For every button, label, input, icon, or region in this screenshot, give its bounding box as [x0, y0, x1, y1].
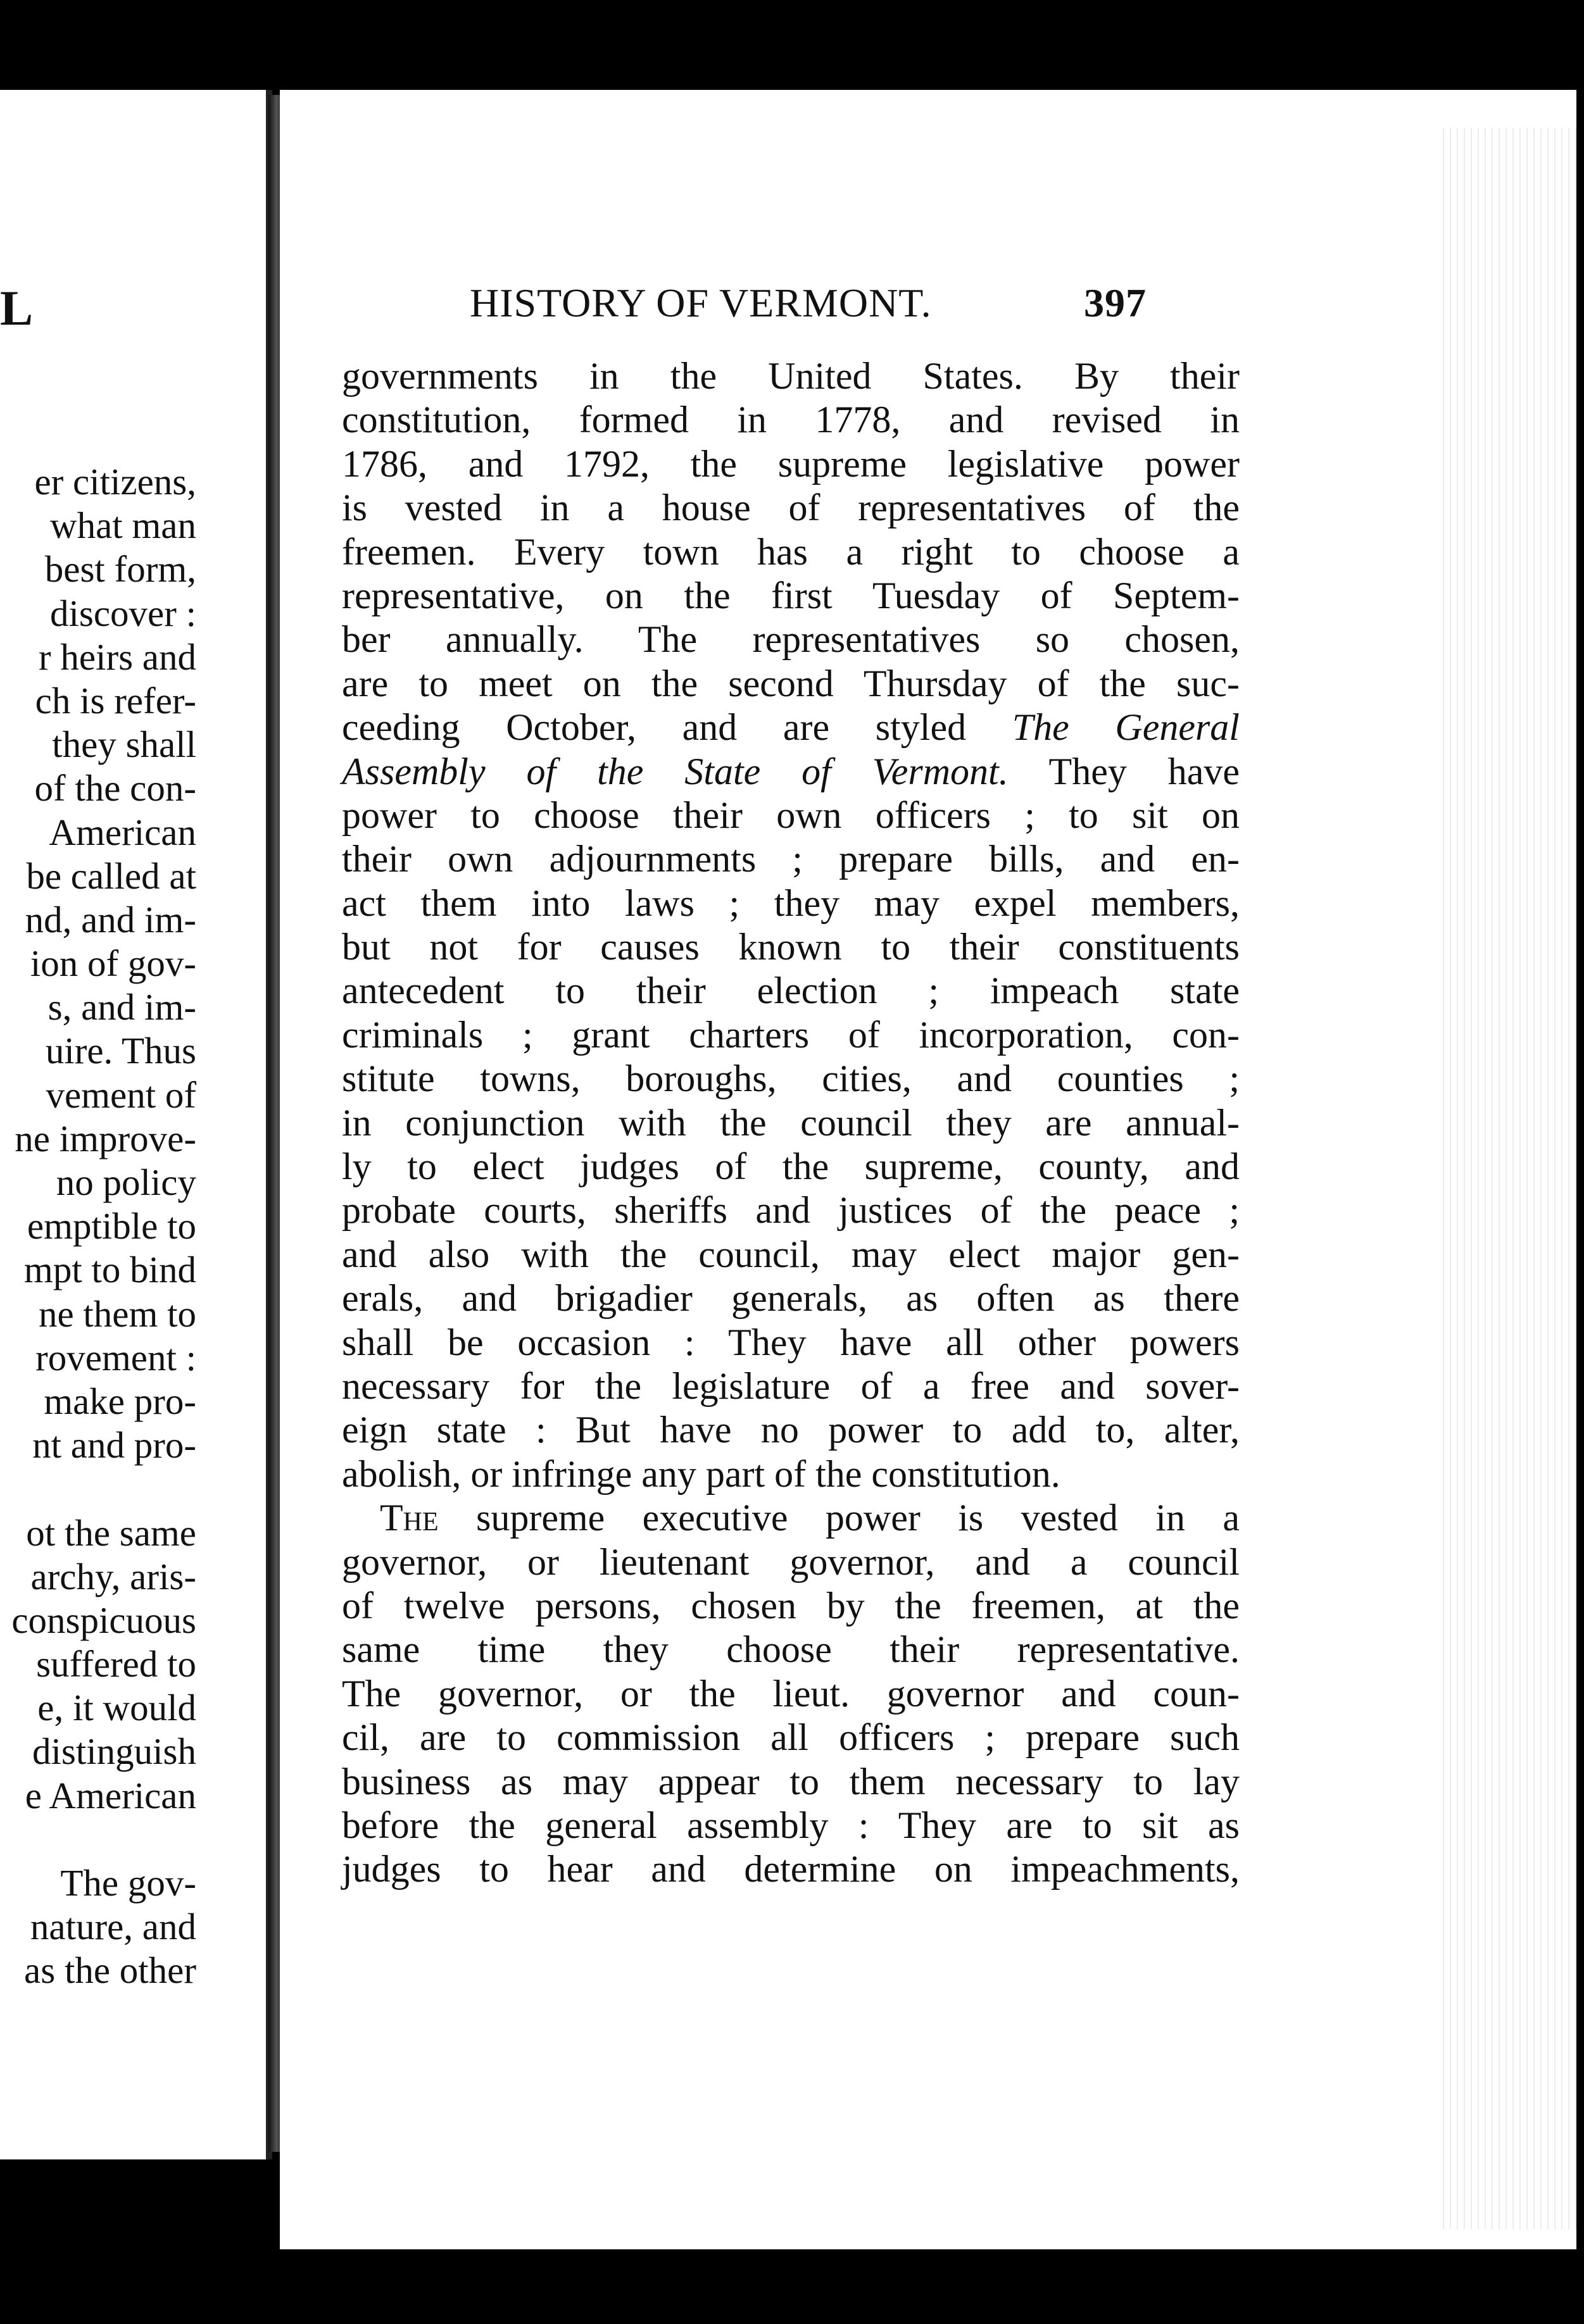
previous-page-line: they shall [52, 723, 196, 766]
body-line [342, 662, 1240, 706]
previous-page-line: distinguish [32, 1730, 196, 1773]
body-line [342, 1847, 1240, 1891]
previous-page-line: be called at [26, 854, 196, 897]
body-line [342, 882, 1240, 925]
previous-page-line: ion of gov- [30, 942, 196, 985]
body-line [342, 1804, 1240, 1847]
previous-page-line: of the con- [34, 767, 196, 809]
line-text: governments in the United States. By their [342, 355, 1240, 397]
previous-page-line: make pro- [44, 1380, 196, 1422]
line-text: before the general assembly : They are to sit as [342, 1804, 1240, 1846]
previous-page-line: vement of [46, 1073, 196, 1116]
body-line [342, 1760, 1240, 1804]
previous-page-line: discover : [49, 592, 196, 634]
line-text: probate courts, sheriffs and justices of the peace ; [342, 1189, 1240, 1232]
previous-page-line [0, 1818, 196, 1861]
line-text: ber annually. The representatives so chosen, [342, 618, 1240, 661]
body-line [342, 1365, 1240, 1408]
body-line [342, 1013, 1240, 1057]
line-text: constitution, formed in 1778, and revised in [342, 399, 1240, 441]
body-line [342, 574, 1240, 618]
body-line [342, 925, 1240, 969]
previous-page-line: archy, aris- [30, 1555, 196, 1597]
previous-page-line: as the other [24, 1949, 196, 1992]
running-title: HISTORY OF VERMONT. [470, 280, 932, 325]
body-line [342, 1584, 1240, 1628]
previous-page-line: e American [25, 1774, 196, 1816]
line-text: freemen. Every town has a right to choose a [342, 530, 1240, 573]
body-line [342, 1233, 1240, 1277]
line-text: The governor, or the lieut. governor and coun- [342, 1672, 1240, 1715]
body-line [342, 618, 1240, 661]
line-text: erals, and brigadier generals, as often as there [342, 1277, 1240, 1320]
previous-page-header-fragment: L [0, 280, 34, 335]
previous-page-line: uire. Thus [45, 1030, 196, 1072]
previous-page-line: er citizens, [34, 461, 196, 503]
body-line [342, 1277, 1240, 1320]
body-line [342, 837, 1240, 881]
line-text: eign state : But have no power to add to, alter, [342, 1409, 1240, 1451]
previous-page-line: e, it would [37, 1687, 196, 1729]
previous-page-line: r heirs and [38, 635, 196, 678]
line-text: shall be occasion : They have all other powers [342, 1321, 1240, 1363]
line-text: supreme executive power is vested in a [438, 1497, 1240, 1539]
previous-page-line: what man [49, 504, 196, 547]
body-line [342, 1496, 1240, 1540]
body-line [342, 486, 1240, 530]
previous-page-line: no policy [56, 1161, 196, 1203]
line-text: of twelve persons, chosen by the freemen, at the [342, 1584, 1240, 1627]
previous-page-line: rovement : [35, 1336, 196, 1378]
previous-page-line: best form, [44, 548, 196, 590]
previous-page-line: mpt to bind [23, 1249, 196, 1291]
line-text: necessary for the legislature of a free and sover- [342, 1365, 1240, 1407]
line-text: in conjunction with the council they are annual- [342, 1101, 1240, 1144]
italic-text: Assembly of the State of Vermont. [342, 750, 1009, 792]
running-head [280, 280, 1502, 337]
previous-page-line: ne them to [38, 1292, 196, 1335]
body-line [342, 706, 1240, 749]
previous-page-line: American [49, 811, 196, 853]
body-line [342, 354, 1240, 398]
body-line [342, 1672, 1240, 1716]
body-text [342, 354, 1240, 1892]
previous-page-line: ne improve- [15, 1117, 196, 1159]
line-text: act them into laws ; they may expel members, [342, 882, 1240, 924]
page-number: 397 [1084, 280, 1147, 325]
previous-page [0, 90, 272, 2159]
previous-page-line [0, 1467, 196, 1511]
body-line [342, 1452, 1240, 1496]
line-text: judges to hear and determine on impeachments, [342, 1848, 1240, 1890]
previous-page-text [0, 460, 196, 1993]
body-line [342, 1540, 1240, 1584]
italic-text: The General [1012, 706, 1240, 749]
line-text: antecedent to their election ; impeach state [342, 970, 1240, 1012]
body-line [342, 1716, 1240, 1759]
body-line [342, 1057, 1240, 1101]
line-text: They have [1008, 750, 1240, 792]
page-edges [1437, 128, 1576, 2229]
previous-page-line: s, and im- [47, 986, 196, 1028]
body-line [342, 1628, 1240, 1671]
line-text: abolish, or infringe any part of the constitution. [342, 1452, 1060, 1495]
body-line [342, 1408, 1240, 1452]
previous-page-line: emptible to [27, 1205, 196, 1247]
previous-page-line: ch is refer- [35, 679, 196, 722]
body-line [342, 794, 1240, 837]
previous-page-line: ot the same [26, 1511, 196, 1554]
body-line [342, 530, 1240, 574]
line-text: their own adjournments ; prepare bills, and en- [342, 838, 1240, 880]
current-page [280, 90, 1576, 2249]
line-text: are to meet on the second Thursday of the suc- [342, 662, 1240, 704]
line-text: stitute towns, boroughs, cities, and counties ; [342, 1058, 1240, 1100]
previous-page-line: nt and pro- [32, 1424, 196, 1466]
line-text: 1786, and 1792, the supreme legislative power [342, 442, 1240, 485]
line-text: is vested in a house of representatives of the [342, 487, 1240, 529]
line-text: but not for causes known to their constituents [342, 926, 1240, 968]
previous-page-line: nd, and im- [25, 898, 196, 940]
small-caps-text: The [380, 1497, 439, 1539]
previous-page-line: The gov- [60, 1862, 196, 1904]
body-line [342, 1189, 1240, 1232]
body-line [342, 442, 1240, 486]
previous-page-line: nature, and [30, 1906, 196, 1948]
body-line [342, 398, 1240, 442]
line-text: same time they choose their representative. [342, 1628, 1240, 1671]
line-text: criminals ; grant charters of incorporation, con- [342, 1013, 1240, 1056]
line-text: cil, are to commission all officers ; prepare such [342, 1716, 1240, 1759]
line-text: ly to elect judges of the supreme, county, and [342, 1146, 1240, 1188]
line-text: representative, on the first Tuesday of Septem- [342, 574, 1240, 616]
body-line [342, 750, 1240, 794]
body-line [342, 1321, 1240, 1365]
line-text: ceeding October, and are styled [342, 706, 1012, 749]
previous-page-line: conspicuous [11, 1599, 196, 1641]
line-text: governor, or lieutenant governor, and a council [342, 1540, 1240, 1583]
body-line [342, 1145, 1240, 1189]
line-text: and also with the council, may elect major gen- [342, 1233, 1240, 1275]
body-line [342, 1101, 1240, 1145]
line-text: business as may appear to them necessary to lay [342, 1760, 1240, 1802]
previous-page-line: suffered to [36, 1643, 196, 1685]
body-line [342, 969, 1240, 1013]
line-text: power to choose their own officers ; to sit on [342, 794, 1240, 836]
